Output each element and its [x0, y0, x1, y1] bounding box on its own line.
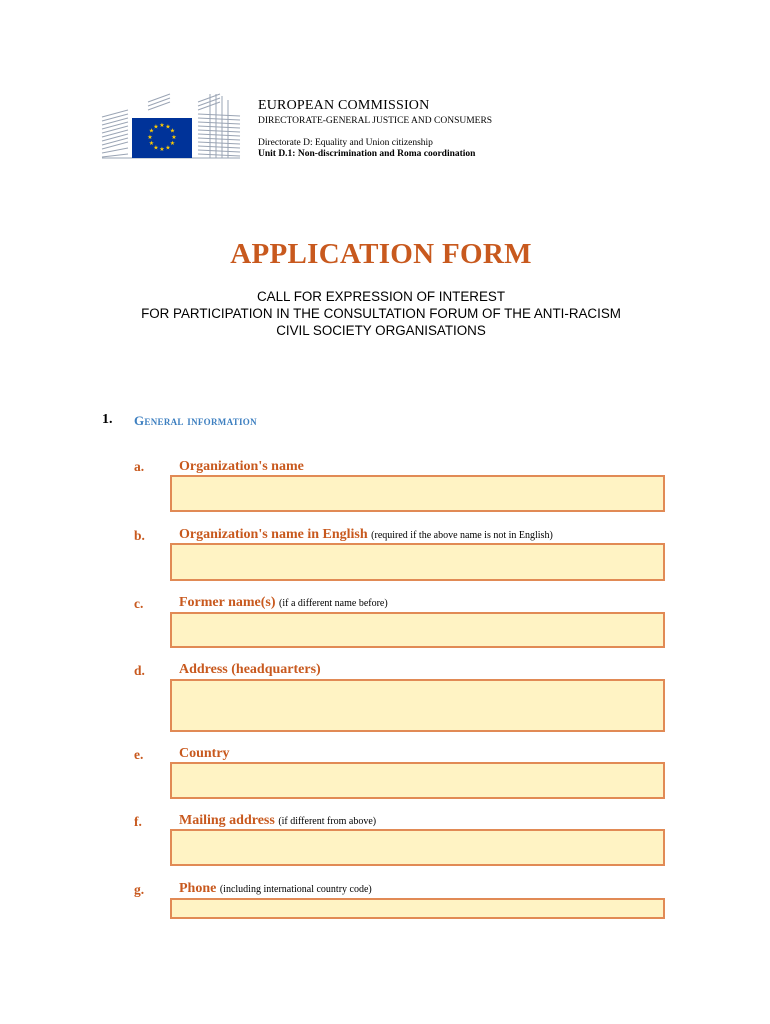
- item-letter: f.: [134, 814, 142, 829]
- svg-text:★: ★: [147, 134, 153, 141]
- subtitle-line-2: FOR PARTICIPATION IN THE CONSULTATION FORUM OF THE ANTI-RACISM: [141, 306, 621, 321]
- field-note: (if different from above): [278, 816, 377, 827]
- field-label: [179, 881, 372, 897]
- item-letter: c.: [134, 596, 144, 611]
- ec-logo: [100, 92, 242, 162]
- svg-text:★: ★: [169, 140, 176, 147]
- country-field[interactable]: [170, 762, 665, 799]
- field-label-text: Mailing address: [179, 813, 275, 828]
- subtitle: [0, 288, 762, 339]
- svg-text:★: ★: [159, 146, 165, 153]
- item-letter: b.: [134, 528, 145, 543]
- svg-text:★: ★: [171, 134, 177, 141]
- svg-text:★: ★: [169, 127, 176, 135]
- phone-field[interactable]: [170, 898, 665, 919]
- field-label: [179, 527, 553, 543]
- svg-text:★: ★: [153, 144, 159, 152]
- item-letter: g.: [134, 882, 145, 897]
- organization-name-english-field[interactable]: [170, 543, 665, 581]
- field-note: (if a different name before): [279, 598, 388, 609]
- svg-text:★: ★: [148, 140, 155, 147]
- svg-text:★: ★: [165, 123, 171, 131]
- directorate-name: Directorate D: Equality and Union citizenship: [258, 138, 433, 148]
- org-header: [258, 98, 492, 159]
- mailing-address-field[interactable]: [170, 829, 665, 866]
- organization-name-field[interactable]: [170, 475, 665, 512]
- item-letter: d.: [134, 663, 145, 678]
- field-note: (required if the above name is not in English): [371, 530, 553, 541]
- field-label-text: Phone: [179, 881, 217, 896]
- field-note: (including international country code): [219, 884, 372, 895]
- org-name: EUROPEAN COMMISSION: [258, 98, 430, 113]
- item-letter: a.: [134, 459, 145, 474]
- dg-name: DIRECTORATE-GENERAL JUSTICE AND CONSUMERS: [258, 116, 493, 126]
- address-field[interactable]: [170, 679, 665, 732]
- unit-name: Unit D.1: Non-discrimination and Roma coordination: [258, 149, 476, 159]
- svg-text:★: ★: [148, 127, 155, 135]
- field-label-text: Organization's name in English: [179, 527, 368, 542]
- field-label-text: Address (headquarters): [179, 662, 321, 677]
- field-label-text: Organization's name: [179, 459, 304, 474]
- subtitle-line-3: CIVIL SOCIETY ORGANISATIONS: [276, 323, 486, 338]
- field-label-text: Country: [179, 746, 230, 761]
- item-letter: e.: [134, 747, 144, 762]
- svg-text:★: ★: [153, 123, 159, 131]
- field-label: [179, 662, 321, 678]
- section-title: General information: [134, 413, 257, 428]
- svg-text:★: ★: [159, 122, 165, 129]
- field-label: [179, 813, 376, 829]
- subtitle-line-1: CALL FOR EXPRESSION OF INTEREST: [256, 289, 506, 304]
- field-label: [179, 459, 304, 475]
- field-label: [179, 595, 388, 611]
- page-title: APPLICATION FORM: [230, 238, 532, 270]
- section-number: 1.: [102, 412, 113, 427]
- field-label-text: Former name(s): [179, 595, 276, 610]
- former-names-field[interactable]: [170, 612, 665, 648]
- svg-text:★: ★: [165, 144, 171, 152]
- field-label: [179, 746, 230, 762]
